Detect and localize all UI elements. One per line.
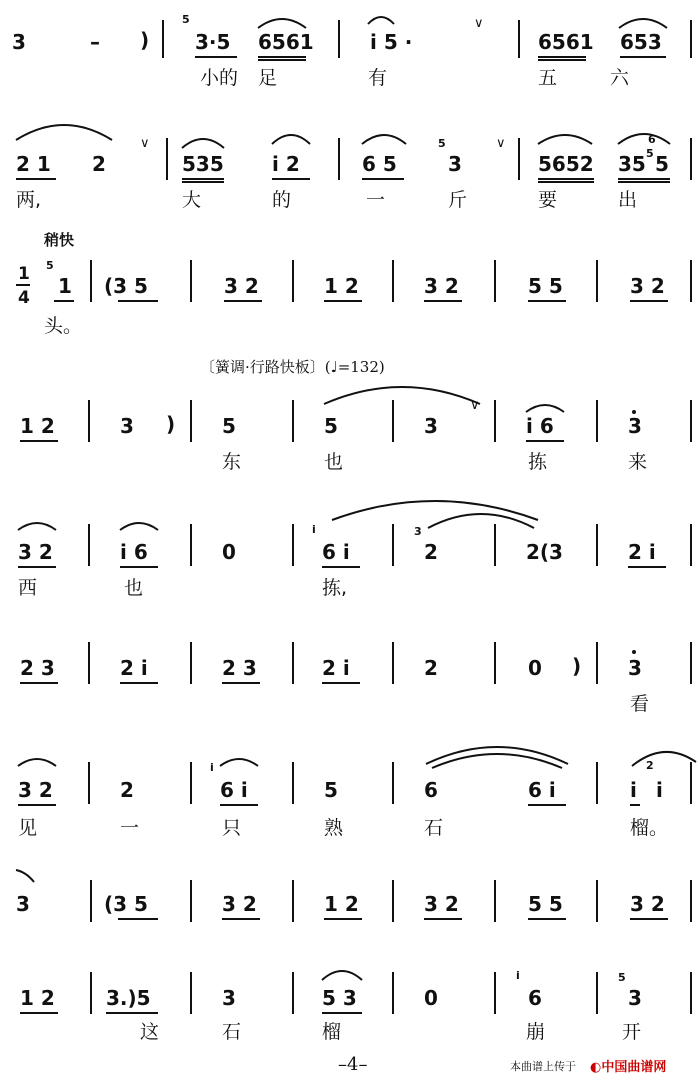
barline: [518, 20, 520, 58]
note: –: [90, 30, 100, 54]
underline: [322, 682, 360, 684]
barline: [292, 642, 294, 684]
note: 653: [620, 30, 662, 54]
barline: [494, 642, 496, 684]
underline: [362, 178, 404, 180]
note: i 6: [120, 540, 148, 564]
grace-note: 5: [646, 147, 654, 160]
lyric: 一: [120, 817, 140, 839]
lyric: 这: [140, 1021, 160, 1043]
barline: [392, 972, 394, 1014]
barline: [690, 20, 692, 58]
underline: [20, 1012, 58, 1014]
note: 5: [222, 414, 236, 438]
barline: [90, 260, 92, 302]
lyric: 石: [222, 1021, 242, 1043]
barline: [494, 972, 496, 1014]
barline: [292, 762, 294, 804]
underline: [628, 566, 666, 568]
site-logo: [590, 1056, 666, 1075]
underline: [220, 804, 258, 806]
note: 6 i: [322, 540, 350, 564]
slur: [320, 966, 364, 982]
barline: [88, 762, 90, 804]
grace-note: i: [210, 761, 214, 774]
lyric: 两,: [16, 189, 42, 211]
note: 3.)5: [106, 986, 151, 1010]
underline: [528, 804, 566, 806]
underline: [20, 440, 58, 442]
underline: [54, 300, 74, 302]
slur: [426, 508, 536, 530]
barline: [292, 880, 294, 922]
barline: [190, 400, 192, 442]
barline: [392, 642, 394, 684]
note: 5: [324, 778, 338, 802]
barline: [596, 642, 598, 684]
lyric: 足: [258, 67, 278, 89]
barline: [392, 524, 394, 566]
note: 1 2: [324, 274, 359, 298]
grace-note: 5: [618, 971, 626, 984]
barline: [190, 972, 192, 1014]
site-name: 中国曲谱网: [601, 1060, 667, 1075]
barline: [166, 138, 168, 180]
underline: [528, 918, 566, 920]
note: 3 2: [18, 540, 53, 564]
slur: [14, 120, 114, 142]
lyric: 也: [124, 577, 144, 599]
note: 3: [120, 414, 134, 438]
barline: [690, 642, 692, 684]
underline: [526, 440, 564, 442]
double-underline: [538, 56, 586, 61]
barline: [494, 880, 496, 922]
grace-note: 3: [414, 525, 422, 538]
underline: [20, 682, 58, 684]
note: 3: [12, 30, 26, 54]
slur: [14, 868, 36, 884]
logo-icon: ◐: [590, 1060, 602, 1075]
lyric: 头。: [44, 315, 83, 337]
time-signature-top: 1: [18, 264, 30, 284]
note: 3 2: [630, 892, 665, 916]
barline: [190, 260, 192, 302]
barline: [596, 260, 598, 302]
underline: [424, 918, 462, 920]
note: 1 2: [20, 414, 55, 438]
note: 3 2: [424, 892, 459, 916]
barline: [292, 524, 294, 566]
note: i 6: [526, 414, 554, 438]
note: 5 5: [528, 892, 563, 916]
note: 3 2: [18, 778, 53, 802]
underline: [630, 804, 640, 806]
note: 1: [58, 274, 72, 298]
slur: [616, 128, 672, 146]
lyric: 拣,: [322, 577, 348, 599]
barline: [596, 762, 598, 804]
underline: [195, 56, 237, 58]
note: (3 5: [104, 892, 148, 916]
note: 2 3: [20, 656, 55, 680]
barline: [596, 524, 598, 566]
underline: [106, 1012, 158, 1014]
barline: [690, 138, 692, 180]
note: 0: [424, 986, 438, 1010]
underline: [118, 918, 158, 920]
note: 5 5: [528, 274, 563, 298]
note: 3: [16, 892, 30, 916]
note: 2: [424, 540, 438, 564]
underline: [424, 300, 462, 302]
barline: [690, 762, 692, 804]
note: 0: [222, 540, 236, 564]
note: 2: [424, 656, 438, 680]
note: 2(3: [526, 540, 563, 564]
grace-note: 6: [648, 133, 656, 146]
note: 2: [92, 152, 106, 176]
note: 3 2: [630, 274, 665, 298]
barline: [392, 880, 394, 922]
underline: [322, 1012, 362, 1014]
note: 1 2: [20, 986, 55, 1010]
underline: [324, 918, 362, 920]
underline: [324, 300, 362, 302]
upload-note: 本曲谱上传于: [510, 1060, 576, 1073]
underline: [120, 566, 158, 568]
slur: [16, 754, 58, 768]
note: 5 3: [322, 986, 357, 1010]
underline: [224, 300, 262, 302]
note: ): [140, 28, 150, 52]
lyric: 大: [182, 189, 202, 211]
slur: [322, 380, 482, 406]
barline: [392, 400, 394, 442]
slur: [430, 748, 564, 770]
lyric: 有: [368, 67, 388, 89]
barline: [338, 138, 340, 180]
barline: [690, 260, 692, 302]
breath-mark: ∨: [140, 136, 150, 151]
note: 5: [655, 152, 669, 176]
lyric: 见: [18, 817, 38, 839]
section-header: 〔簧调·行路快板〕(♩=132): [200, 358, 385, 376]
note: 6: [424, 778, 438, 802]
barline: [690, 400, 692, 442]
barline: [190, 524, 192, 566]
note: 3: [424, 414, 438, 438]
barline: [88, 642, 90, 684]
breath-mark: ∨: [474, 16, 484, 31]
barline: [494, 524, 496, 566]
lyric: 只: [222, 817, 242, 839]
barline: [392, 260, 394, 302]
slur: [118, 518, 160, 532]
lyric: 斤: [448, 189, 468, 211]
lyric: 六: [610, 67, 630, 89]
grace-note: i: [516, 969, 520, 982]
note: 6 i: [528, 778, 556, 802]
note: 3: [628, 986, 642, 1010]
time-signature-bottom: 4: [18, 288, 30, 308]
barline: [518, 138, 520, 180]
lyric: 一: [366, 189, 386, 211]
note: 35: [618, 152, 646, 176]
page-number: –4–: [338, 1054, 368, 1075]
barline: [190, 880, 192, 922]
underline: [322, 566, 360, 568]
note: 6 i: [220, 778, 248, 802]
lyric: 小的: [200, 67, 239, 89]
grace-note: 5: [438, 137, 446, 150]
slur: [366, 12, 396, 26]
note: 2 i: [120, 656, 148, 680]
note: 3·5: [195, 30, 231, 54]
note: i 5 ·: [370, 30, 413, 54]
slur: [360, 130, 408, 146]
lyric: 崩: [526, 1021, 546, 1043]
note: 3: [222, 986, 236, 1010]
note: i 2: [272, 152, 300, 176]
lyric: 也: [324, 451, 344, 473]
note: 6: [528, 986, 542, 1010]
note: i: [656, 778, 663, 802]
lyric: 五: [538, 67, 558, 89]
lyric: 熟: [324, 817, 344, 839]
note: ): [572, 654, 582, 678]
note: (3 5: [104, 274, 148, 298]
barline: [292, 400, 294, 442]
underline: [272, 178, 310, 180]
barline: [494, 260, 496, 302]
double-underline: [182, 178, 224, 183]
barline: [494, 400, 496, 442]
double-underline: [538, 178, 594, 183]
note: 1 2: [324, 892, 359, 916]
barline: [162, 20, 164, 58]
barline: [690, 972, 692, 1014]
underline: [222, 682, 260, 684]
lyric: 的: [272, 189, 292, 211]
underline: [630, 300, 668, 302]
note: 0: [528, 656, 542, 680]
slur: [180, 134, 226, 150]
lyric: 要: [538, 189, 558, 211]
lyric: 开: [622, 1021, 642, 1043]
underline: [222, 918, 260, 920]
lyric: 拣: [528, 451, 548, 473]
barline: [690, 524, 692, 566]
grace-note: 5: [46, 259, 54, 272]
note: 6 5: [362, 152, 397, 176]
underline: [528, 300, 566, 302]
barline: [190, 762, 192, 804]
underline: [118, 300, 158, 302]
lyric: 榴: [322, 1021, 342, 1043]
breath-mark: ∨: [470, 398, 480, 413]
note: 2 3: [222, 656, 257, 680]
underline: [18, 804, 56, 806]
octave-dot: [632, 650, 636, 654]
barline: [338, 20, 340, 58]
note: 535: [182, 152, 224, 176]
barline: [292, 972, 294, 1014]
note: ): [166, 412, 176, 436]
note: 3: [628, 414, 642, 438]
lyric: 西: [18, 577, 38, 599]
double-underline: [258, 56, 306, 61]
barline: [88, 400, 90, 442]
barline: [190, 642, 192, 684]
barline: [596, 880, 598, 922]
barline: [392, 762, 394, 804]
lyric: 榴。: [630, 817, 669, 839]
note: 5652: [538, 152, 594, 176]
note: 3: [448, 152, 462, 176]
tempo-mark: 稍快: [44, 231, 75, 249]
note: 6561: [538, 30, 594, 54]
underline: [630, 918, 668, 920]
slur: [256, 14, 308, 30]
barline: [690, 880, 692, 922]
note: 2 i: [322, 656, 350, 680]
slur: [524, 400, 566, 414]
barline: [292, 260, 294, 302]
slur: [630, 746, 698, 768]
note: 3: [628, 656, 642, 680]
slur: [16, 518, 58, 532]
note: 3 2: [224, 274, 259, 298]
lyric: 看: [630, 693, 650, 715]
underline: [120, 682, 158, 684]
lyric: 来: [628, 451, 648, 473]
underline: [16, 178, 56, 180]
underline: [620, 56, 666, 58]
slur: [218, 754, 260, 768]
breath-mark: ∨: [496, 136, 506, 151]
note: 6561: [258, 30, 314, 54]
grace-note: 5: [182, 13, 190, 26]
note: 3 2: [424, 274, 459, 298]
barline: [88, 524, 90, 566]
barline: [90, 972, 92, 1014]
grace-note: 2: [646, 759, 654, 772]
lyric: 石: [424, 817, 444, 839]
slur: [536, 130, 594, 146]
lyric: 东: [222, 451, 242, 473]
note: 2: [120, 778, 134, 802]
barline: [596, 972, 598, 1014]
grace-note: i: [312, 523, 316, 536]
note: 2 1: [16, 152, 51, 176]
lyric: 出: [618, 189, 638, 211]
double-underline: [618, 178, 670, 183]
slur: [617, 14, 669, 30]
note: 3 2: [222, 892, 257, 916]
barline: [596, 400, 598, 442]
note: i: [630, 778, 637, 802]
note: 5: [324, 414, 338, 438]
slur: [270, 130, 312, 146]
underline: [18, 566, 56, 568]
note: 2 i: [628, 540, 656, 564]
barline: [90, 880, 92, 922]
